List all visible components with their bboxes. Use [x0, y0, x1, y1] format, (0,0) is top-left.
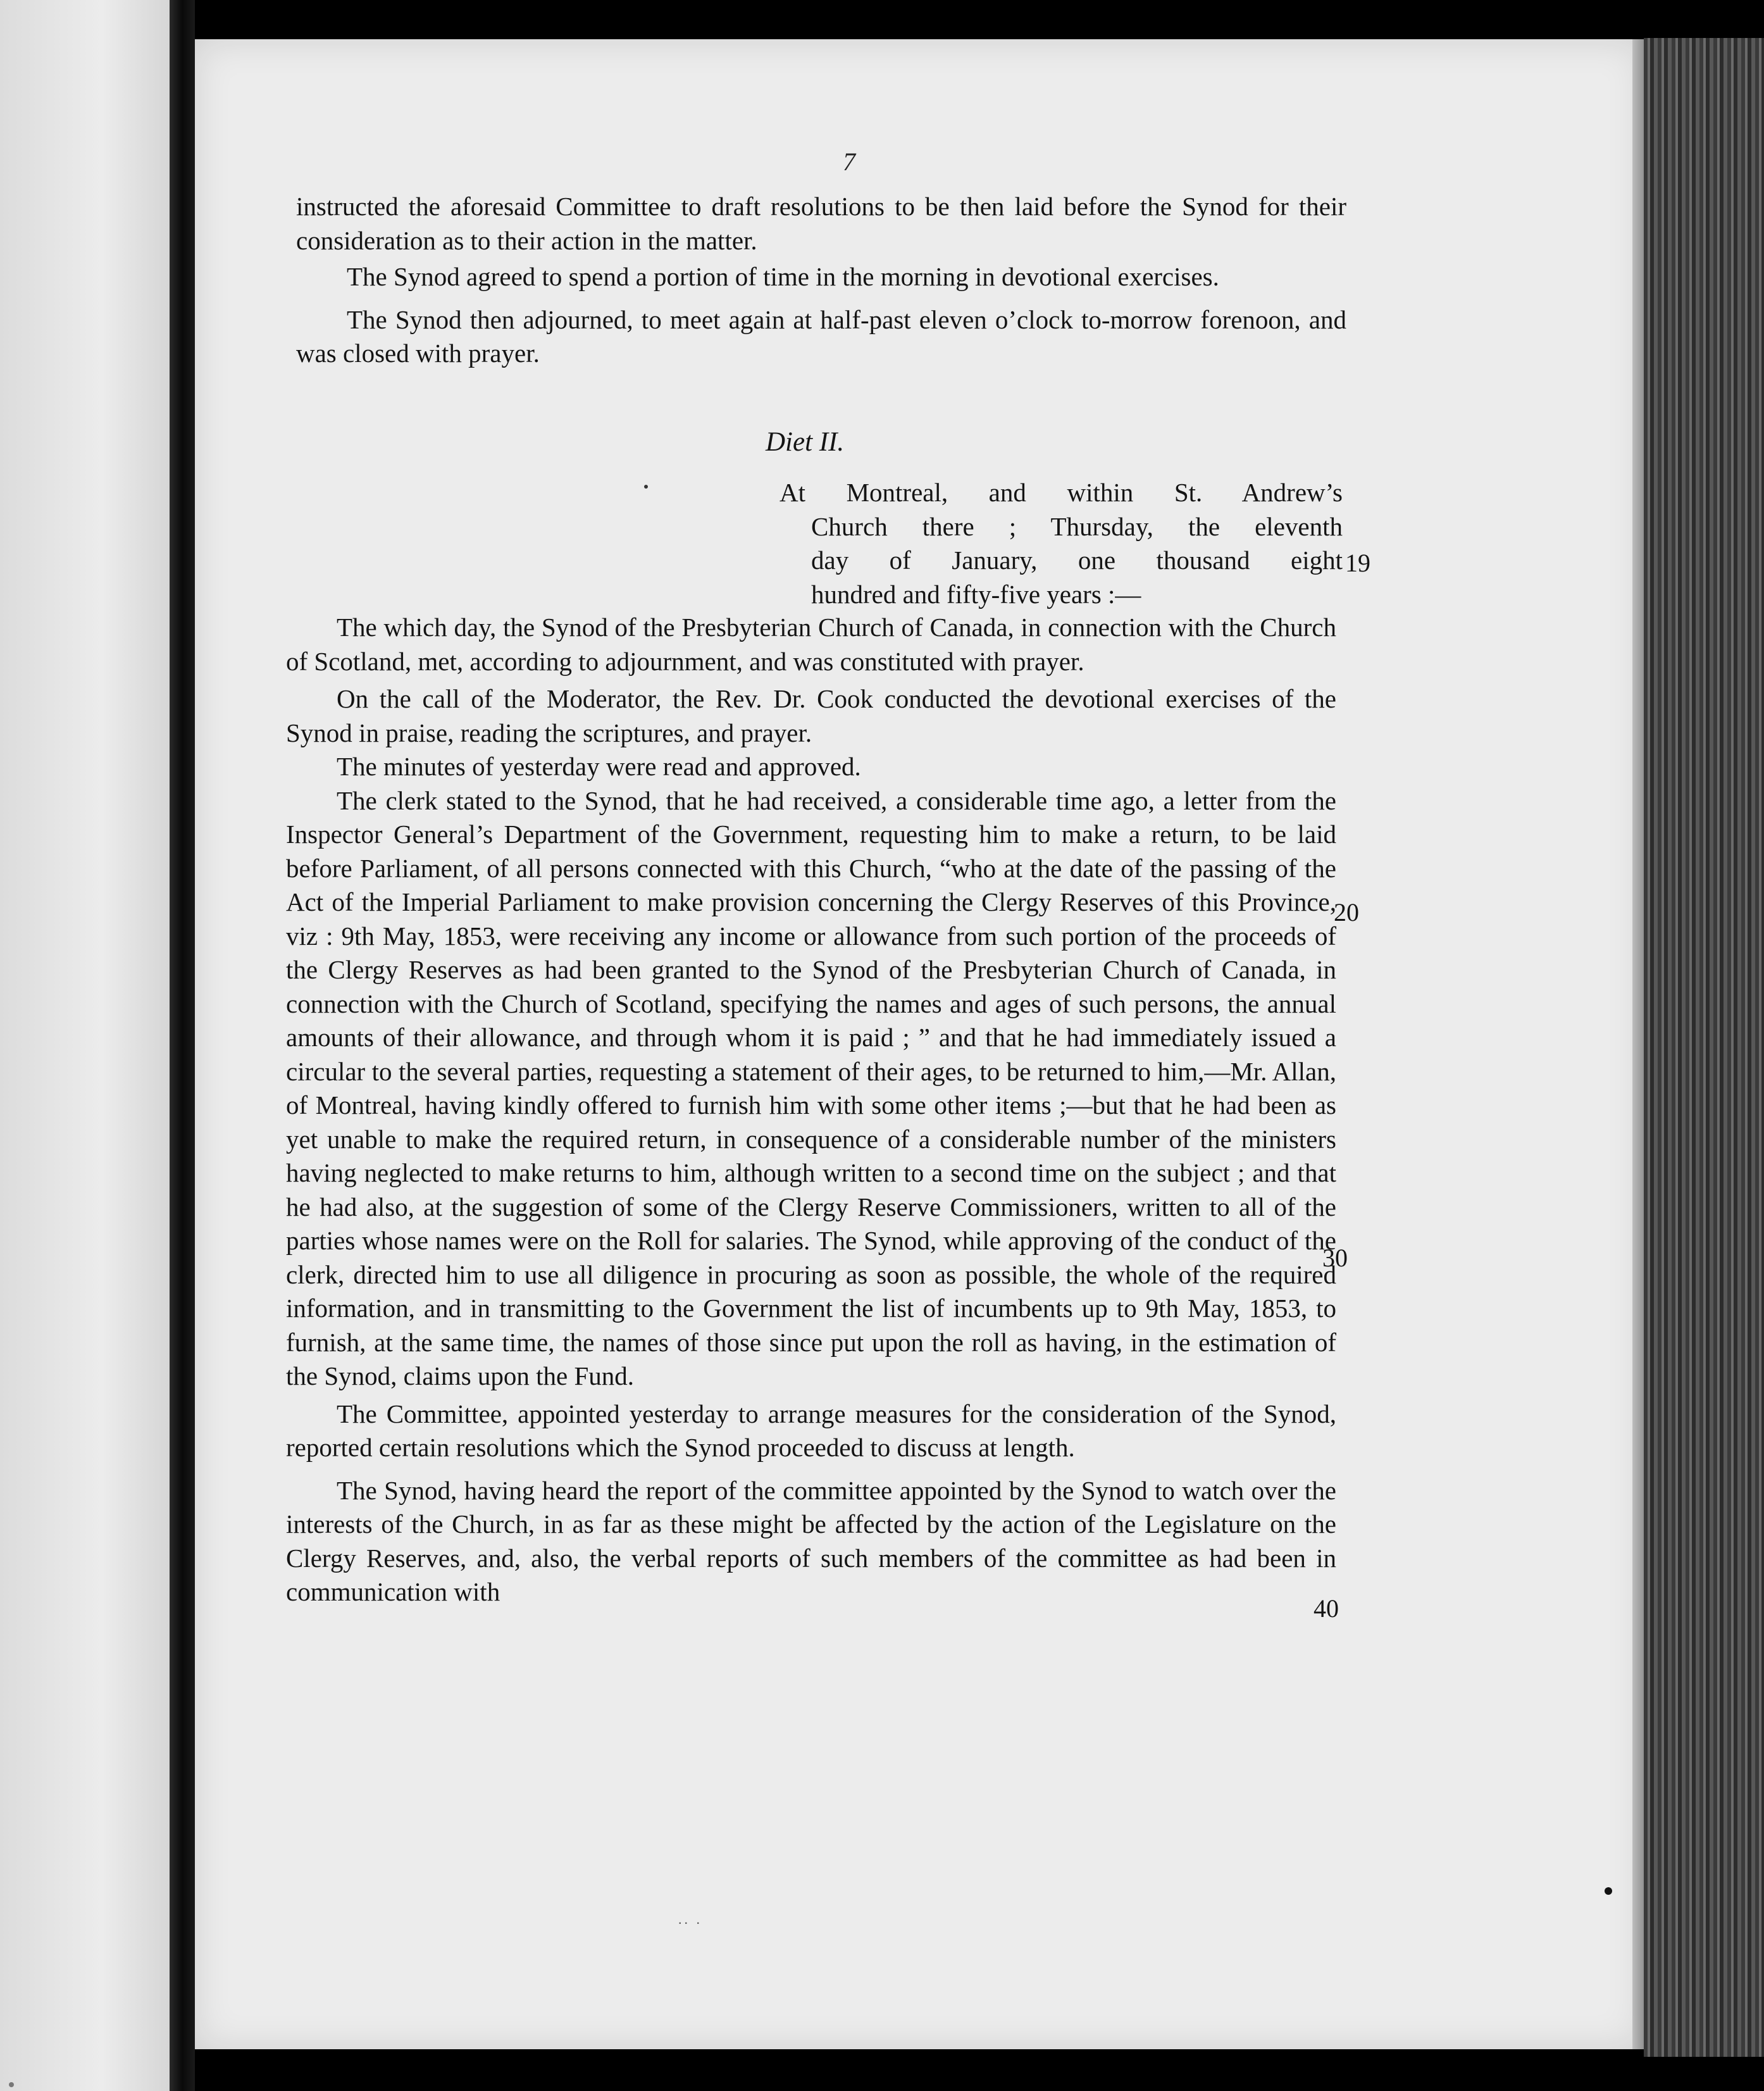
- text-block-top: [296, 190, 1346, 371]
- paragraph: instructed the aforesaid Committee to draft resolutions to be then laid before the Synod for their consideration as to their action in the matter.: [296, 192, 1346, 255]
- diet-heading: Diet II.: [766, 427, 845, 457]
- stray-mark: [644, 485, 648, 489]
- book-gutter: [170, 0, 195, 2091]
- paragraph: The Synod, having heard the report of the committee appointed by the Synod to watch over the interests of the Church, in as far as these might be affected by the action of the Legislature on the Clergy Reserves, and, also, the verbal reports of such members of the committee as had been in communication with: [286, 1475, 1336, 1606]
- book-page-edges: [1644, 38, 1764, 2057]
- margin-line-number: 30: [1322, 1244, 1348, 1272]
- place-line: Church there ; Thursday, the eleventh: [811, 511, 1343, 541]
- place-line: At Montreal, and within St. Andrew’s: [780, 478, 1343, 507]
- margin-line-number: 20: [1334, 898, 1359, 927]
- paragraph: The Synod agreed to spend a portion of time in the morning in devotional exercises.: [347, 262, 1219, 291]
- margin-line-number: 40: [1314, 1594, 1339, 1623]
- text-block-main: [286, 611, 1336, 1609]
- page-number: 7: [843, 147, 855, 176]
- scan-specks: .. .: [678, 1911, 702, 1927]
- paragraph: The minutes of yesterday were read and approved.: [337, 752, 861, 781]
- paragraph: The Committee, appointed yesterday to arrange measures for the consideration of the Synod, reported certain resolutions which the Synod proceeded to discuss at length.: [286, 1399, 1336, 1462]
- scan-speck: [1605, 1887, 1612, 1895]
- scan-speck: [9, 2082, 14, 2087]
- place-line: day of January, one thousand eight: [811, 546, 1343, 575]
- paragraph: The Synod then adjourned, to meet again at half-past eleven o’clock to-morrow forenoon, and was closed with prayer.: [296, 304, 1346, 368]
- place-line: hundred and fifty-five years :—: [811, 579, 1141, 609]
- paragraph: On the call of the Moderator, the Rev. Dr. Cook conducted the devotional exercises of the Synod in praise, reading the scriptures, and prayer.: [286, 684, 1336, 747]
- margin-line-number: 19: [1345, 549, 1370, 577]
- paragraph: The clerk stated to the Synod, that he had received, a considerable time ago, a letter from the Inspector General’s Department of the Government, requesting him to make a return, to be laid before Parliament, of all persons connected with this Church, “who at the date of the passing of the Act of the Imperial Parliament to make provision concerning the Clergy Reserves of this Province, viz : 9th May, 1853, were receiving any income or allowance from such portion of the proceeds of the Clergy Reserves as had been granted to the Synod of the Presbyterian Church of Canada, in connection with the Church of Scotland, specifying the names and ages of such persons, the annual amounts of their allowance, and through whom it is paid ; ” and that he had immediately issued a circular to the several parties, requesting a statement of their ages, to be returned to him,—Mr. Allan, of Montreal, having kindly offered to furnish him with some other items ;—but that he had been as yet unable to make the required return, in consequence of a considerable number of the ministers having neglected to make returns to him, although written to a second time on the subject ; and that he had also, at the suggestion of some of the Clergy Reserve Commissioners, written to all of the parties whose names were on the Roll for salaries. The Synod, while approving of the conduct of the clerk, directed him to use all diligence in procuring as soon as possible, the whole of the required information, and in transmitting to the Government the list of incumbents up to 9th May, 1853, to furnish, at the same time, the names of those since put upon the roll as having, in the estimation of the Synod, claims upon the Fund.: [286, 785, 1336, 1390]
- meeting-place-date: [780, 476, 1343, 611]
- paragraph: The which day, the Synod of the Presbyterian Church of Canada, in connection with the Church of Scotland, met, according to adjournment, and was constituted with prayer.: [286, 613, 1336, 676]
- facing-page-edge: [0, 0, 170, 2091]
